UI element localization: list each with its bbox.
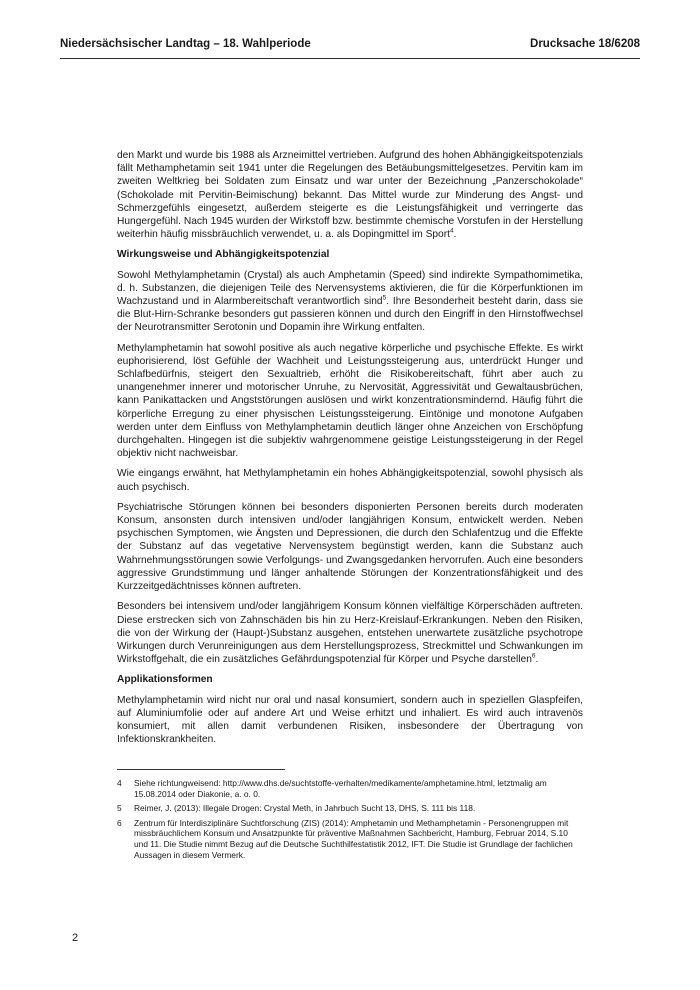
paragraph-mechanism-text: Sowohl Methylamphetamin (Crystal) als auch Amphetamin (Speed) sind indirekte Sympathomimetika, d. h. Substanzen, die diejenigen Teile des Nervensystems aktivieren, die für die Körperfunktionen im Wachzustand und in Alarmbereitschaft verantwortlich sind	[117, 269, 583, 308]
paragraph-history	[117, 149, 583, 241]
paragraph-physical-damage-text: Besonders bei intensivem und/oder langjährigem Konsum können vielfältige Körperschäden auftreten. Diese erstrecken sich von Zahnschäden bis hin zu Herz-Kreislauf-Erkrankungen. Neben den Risiken, die von der Wirkung der (Haupt-)Substanz ausgehen, entstehen unerwartete zusätzliche psychotrope Wirkungen durch Verunreinigungen aus dem Herstellungsprozess, Streckmittel und Schwankungen im Wirkstoffgehalt, die ein zusätzliches Gefährdungspotenzial für Körper und Psyche darstellen	[117, 601, 583, 666]
footnote-item	[117, 818, 583, 860]
footnote-text: Reimer, J. (2013): Illegale Drogen: Crystal Meth, in Jahrbuch Sucht 13, DHS, S. 111 bis 118.	[134, 803, 476, 814]
footnote-ref-5: 5	[382, 294, 387, 302]
header-parliament-title: Niedersächsischer Landtag – 18. Wahlperiode	[60, 38, 311, 50]
header-document-number: Drucksache 18/6208	[530, 38, 640, 50]
footnote-number: 5	[117, 803, 122, 814]
paragraph-physical-damage	[117, 600, 583, 666]
paragraph-application: Methylamphetamin wird nicht nur oral und nasal konsumiert, sondern auch in speziellen Glaspfeifen, auf Aluminiumfolie oder auf andere Art und Weise erhitzt und inhaliert. Es wird auch intravenös konsumiert, mit allen damit verbundenen Risiken, insbesondere der Übertragung von Infektionskrankheiten.	[117, 694, 583, 746]
page-header	[60, 38, 640, 59]
footnote-item	[117, 803, 583, 814]
section-heading-effects: Wirkungsweise und Abhängigkeitspotenzial	[117, 249, 330, 261]
footnote-number: 6	[117, 817, 122, 828]
paragraph-mechanism-rest: . Ihre Besonderheit besteht darin, dass sie die Blut-Hirn-Schranke besonders gut passieren können und durch den Eingriff in den Hirnstoffwechsel der Neurotransmitter Serotonin und Dopamin ihre Wirkung entfalten.	[117, 296, 583, 334]
footnote-text: Zentrum für Interdisziplinäre Suchtforschung (ZIS) (2014): Amphetamin und Methamphetamin - Personengruppen mit missbräuchlichem Konsum und Ansatzpunkte für präventive Maßnahmen Sachbericht, Hamburg, Februar 2014, S.10 und 11. Die Studie nimmt Bezug auf die Deutsche Suchthilfestatistik 2012, IFT. Die Studie ist Grundlage der fachlichen Aussagen in diesem Vermerk.	[134, 817, 573, 860]
paragraph-history-text: den Markt und wurde bis 1988 als Arzneimittel vertrieben. Aufgrund des hohen Abhängigkeitspotenzials fällt Methamphetamin seit 1941 unter die Regelungen des Betäubungsmittelgesetzes. Pervitin kam im zweiten Weltkrieg bei Soldaten zum Einsatz und war unter der Bezeichnung „Panzerschokolade“ (Schokolade mit Pervitin-Beimischung) bekannt. Das Mittel wurde zur Minderung des Angst- und Schmerzgefühls eingesetzt, außerdem steigerte es die Leistungsfähigkeit und verringerte das Hungergefühl. Nach 1945 wurden der Wirkstoff bzw. bestimmte chemische Vorstufen in der Herstellung weiterhin häufig missbräuchlich verwendet, u. a. als Dopingmittel im Sport	[117, 150, 583, 241]
footnote-ref-6: 6	[531, 652, 536, 660]
paragraph-physical-damage-end: .	[535, 654, 539, 666]
section-heading-application: Applikationsformen	[117, 674, 213, 686]
main-text	[117, 149, 583, 753]
footnotes	[117, 778, 583, 864]
page-number: 2	[72, 932, 79, 944]
paragraph-history-end: .	[453, 229, 457, 241]
paragraph-dependency: Wie eingangs erwähnt, hat Methylamphetamin ein hohes Abhängigkeitspotenzial, sowohl physisch als auch psychisch.	[117, 468, 583, 493]
footnote-item	[117, 778, 583, 799]
paragraph-psychiatric: Psychiatrische Störungen können bei besonders disponierten Personen bereits durch moderaten Konsum, ansonsten durch intensiven und/oder langjährigen Konsum, entwickelt werden. Neben psychischen Symptomen, wie Ängsten und Depressionen, die durch den Schlafentzug und die Effekte der Substanz auf das vegetative Nervensystem begünstigt werden, kann die Substanz auch Wahrnehmungsstörungen sowie Verfolgungs- und Zwangsgedanken hervorrufen. Auch eine besonders aggressive Grundstimmung und länger anhaltende Störungen der Konzentrationsfähigkeit und des Kurzzeitgedächtnisses können auftreten.	[117, 501, 583, 593]
paragraph-effects: Methylamphetamin hat sowohl positive als auch negative körperliche und psychische Effekte. Es wirkt euphorisierend, löst Gefühle der Wachheit und Leistungssteigerung aus, unterdrückt Hunger und Schlafbedürfnis, steigert den Sexualtrieb, erhöht die Risikobereitschaft, führt aber auch zu unangenehmer innerer und motorischer Unruhe, zu Nervosität, Aggressivität und Gewaltausbrüchen, kann Panikattacken und Angststörungen auslösen und wirkt konzentrationsmindernd. Häufig führt die körperliche Erregung zu einer physischen Leistungssteigerung. Eintönige und monotone Aufgaben werden unter dem Einfluss von Methylamphetamin deutlich länger ohne Anzeichen von Erschöpfung durchgehalten. Hingegen ist die subjektiv wahrgenommene geistige Leistungssteigerung in der Regel objektiv nicht nachweisbar.	[117, 342, 583, 460]
paragraph-mechanism	[117, 269, 583, 335]
footnote-ref-4: 4	[449, 227, 454, 235]
footnote-divider	[117, 769, 285, 770]
footnote-text: Siehe richtungweisend: http://www.dhs.de/suchtstoffe-verhalten/medikamente/amphetamine.html, letztmalig am 15.08.2014 oder Diakonie, a. o. 0.	[134, 778, 547, 799]
footnote-number: 4	[117, 778, 122, 788]
